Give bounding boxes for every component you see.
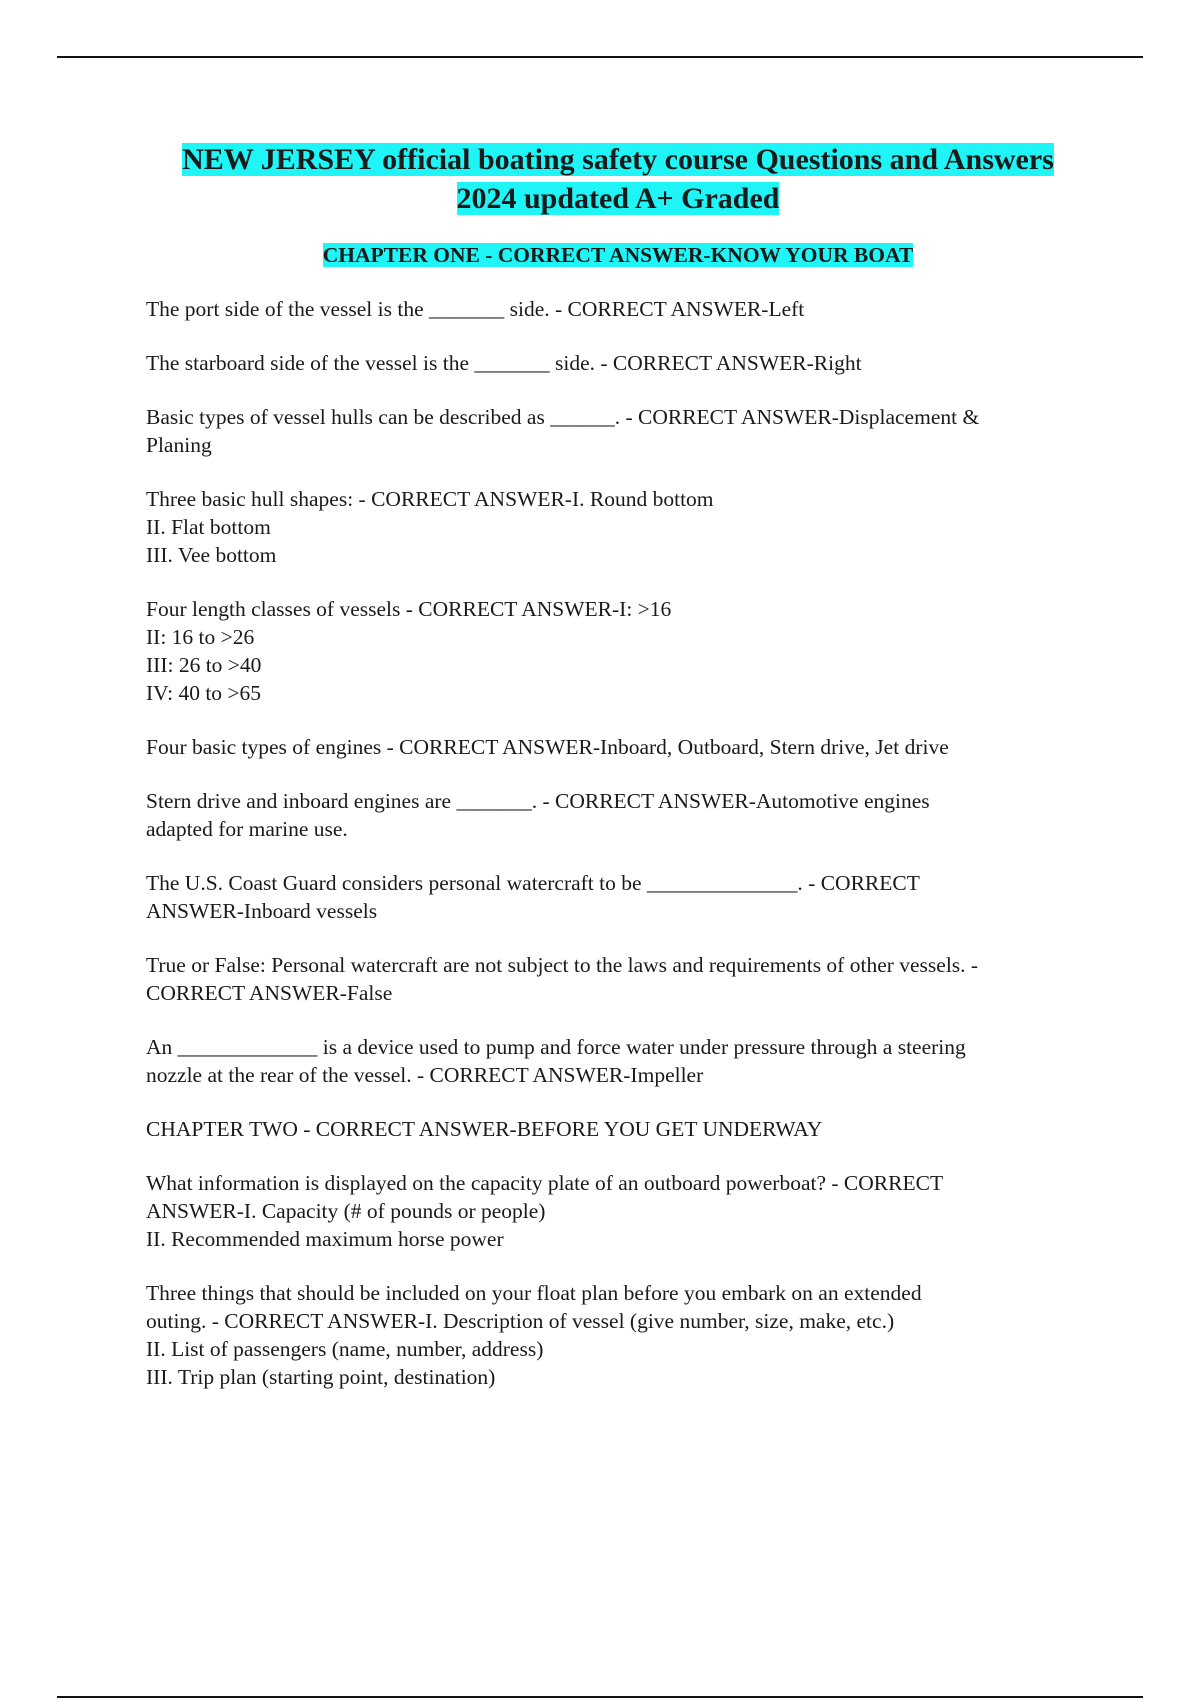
chapter-two-heading: CHAPTER TWO - CORRECT ANSWER-BEFORE YOU GET UNDERWAY [146,1117,823,1141]
qa-item: Four length classes of vessels - CORRECT ANSWER-I: >16 II: 16 to >26 III: 26 to >40 IV: 40 to >65 [146,597,672,705]
qa-item: Three things that should be included on your float plan before you embark on an extended outing. - CORRECT ANSWER-I. Description of vessel (give number, size, make, etc.) II. List of passengers (name, number, address) III. Trip plan (starting point, destination) [146,1281,922,1389]
document-title [146,140,1090,218]
qa-item: The starboard side of the vessel is the _______ side. - CORRECT ANSWER-Right [146,351,862,375]
qa-item: The U.S. Coast Guard considers personal watercraft to be ______________. - CORRECT ANSWER-Inboard vessels [146,871,920,923]
document-page [146,140,1090,1417]
qa-item: The port side of the vessel is the _______ side. - CORRECT ANSWER-Left [146,297,805,321]
chapter-one-heading-text: CHAPTER ONE - CORRECT ANSWER-KNOW YOUR BOAT [322,243,914,267]
bottom-rule [57,1696,1143,1698]
qa-item: True or False: Personal watercraft are not subject to the laws and requirements of other vessels. - CORRECT ANSWER-False [146,953,979,1005]
qa-item: Four basic types of engines - CORRECT ANSWER-Inboard, Outboard, Stern drive, Jet drive [146,735,949,759]
title-line-1: NEW JERSEY official boating safety course Questions and Answers [182,143,1054,176]
top-rule [57,56,1143,58]
qa-item: Stern drive and inboard engines are _______. - CORRECT ANSWER-Automotive engines adapted for marine use. [146,789,930,841]
qa-item: An _____________ is a device used to pump and force water under pressure through a steering nozzle at the rear of the vessel. - CORRECT ANSWER-Impeller [146,1035,966,1087]
chapter-one-heading [146,240,1090,270]
qa-item: What information is displayed on the capacity plate of an outboard powerboat? - CORRECT ANSWER-I. Capacity (# of pounds or people) II. Recommended maximum horse power [146,1171,944,1251]
qa-item: Basic types of vessel hulls can be described as ______. - CORRECT ANSWER-Displacement & Planing [146,405,980,457]
qa-item: Three basic hull shapes: - CORRECT ANSWER-I. Round bottom II. Flat bottom III. Vee bottom [146,487,714,567]
qa-list [146,295,1090,1391]
title-line-2: 2024 updated A+ Graded [456,182,780,215]
